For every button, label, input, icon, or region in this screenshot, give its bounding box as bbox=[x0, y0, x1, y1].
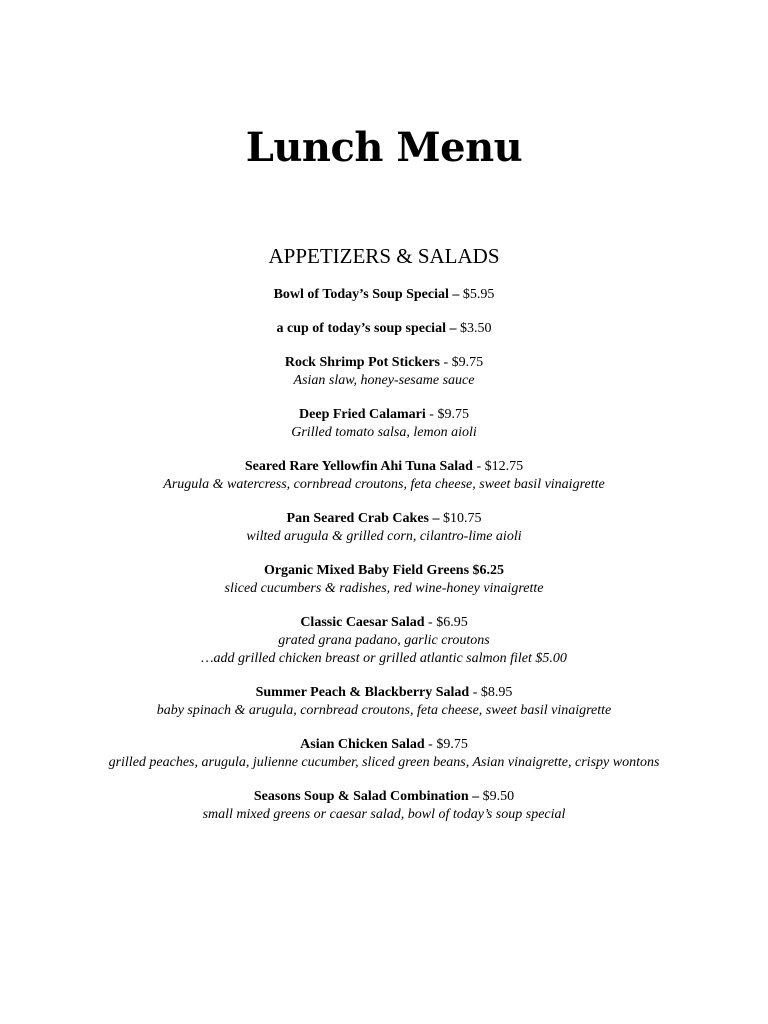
page-title: Lunch Menu bbox=[245, 124, 523, 171]
menu-item-separator: - bbox=[424, 615, 437, 630]
menu-item-heading bbox=[0, 684, 768, 702]
menu-item-price: $12.75 bbox=[484, 459, 524, 474]
menu-item-name: Organic Mixed Baby Field Greens bbox=[263, 563, 470, 578]
menu-item-price: $6.25 bbox=[472, 563, 505, 578]
menu-item-name: Pan Seared Crab Cakes bbox=[286, 511, 429, 526]
menu-item-price: $6.95 bbox=[436, 615, 468, 630]
menu-item-separator: - bbox=[440, 355, 452, 370]
menu-item-name: Seasons Soup & Salad Combination bbox=[253, 789, 469, 804]
menu-item-name: Bowl of Today’s Soup Special bbox=[273, 287, 449, 302]
menu-item-heading bbox=[0, 286, 768, 304]
menu-item-separator: – bbox=[445, 321, 460, 336]
menu-item bbox=[0, 320, 768, 338]
menu-item-name: Rock Shrimp Pot Stickers bbox=[284, 355, 440, 370]
menu-item-heading bbox=[0, 510, 768, 528]
menu-item-separator: – bbox=[428, 511, 443, 526]
menu-item-heading bbox=[0, 406, 768, 424]
menu-item-separator: – bbox=[448, 287, 463, 302]
menu-item-price: $8.95 bbox=[480, 685, 513, 700]
menu-item-separator: - bbox=[469, 685, 481, 700]
menu-item-description: sliced cucumbers & radishes, red wine-honey vinaigrette bbox=[224, 581, 544, 596]
menu-item bbox=[0, 286, 768, 304]
menu-item bbox=[0, 458, 768, 494]
menu-item-heading bbox=[0, 320, 768, 338]
menu-item-price: $9.50 bbox=[482, 789, 515, 804]
menu-item-separator: – bbox=[468, 789, 483, 804]
menu-item-heading bbox=[0, 614, 768, 632]
menu-item-price: $3.50 bbox=[459, 321, 492, 336]
menu-item-heading bbox=[0, 354, 768, 372]
menu-item-name: Summer Peach & Blackberry Salad bbox=[255, 685, 470, 700]
menu-item-heading bbox=[0, 736, 768, 754]
menu-item-name: Asian Chicken Salad bbox=[300, 737, 425, 752]
menu-item-description: grated grana padano, garlic croutons bbox=[278, 633, 490, 648]
menu-item-price: $9.75 bbox=[437, 407, 469, 422]
menu-item-heading bbox=[0, 458, 768, 476]
menu-item-description: small mixed greens or caesar salad, bowl of today’s soup special bbox=[202, 807, 566, 822]
menu-item-price: $5.95 bbox=[462, 287, 495, 302]
menu-item-heading bbox=[0, 562, 768, 580]
menu-item bbox=[0, 562, 768, 598]
menu-item-description: wilted arugula & grilled corn, cilantro-lime aioli bbox=[246, 529, 522, 544]
menu-item-separator: - bbox=[424, 737, 437, 752]
menu-item-separator: - bbox=[472, 459, 485, 474]
menu-item bbox=[0, 684, 768, 720]
menu-item-price: $9.75 bbox=[436, 737, 468, 752]
menu-item-name: Seared Rare Yellowfin Ahi Tuna Salad bbox=[244, 459, 473, 474]
menu-item-description: Arugula & watercress, cornbread croutons, feta cheese, sweet basil vinaigrette bbox=[163, 477, 605, 492]
section-heading: APPETIZERS & SALADS bbox=[268, 244, 500, 268]
menu-item-description: …add grilled chicken breast or grilled atlantic salmon filet $5.00 bbox=[201, 651, 567, 666]
menu-item bbox=[0, 510, 768, 546]
menu-item bbox=[0, 736, 768, 772]
menu-item-name: Deep Fried Calamari bbox=[299, 407, 426, 422]
menu-item-name: a cup of today’s soup special bbox=[276, 321, 446, 336]
menu-item-name: Classic Caesar Salad bbox=[300, 615, 425, 630]
menu-item-description: baby spinach & arugula, cornbread croutons, feta cheese, sweet basil vinaigrette bbox=[156, 703, 612, 718]
menu-item-price: $10.75 bbox=[442, 511, 482, 526]
menu-item bbox=[0, 406, 768, 442]
menu-item-description: Asian slaw, honey-sesame sauce bbox=[293, 373, 475, 388]
menu-item-separator: - bbox=[425, 407, 438, 422]
menu-item-description: grilled peaches, arugula, julienne cucumber, sliced green beans, Asian vinaigrette, crispy wontons bbox=[108, 755, 660, 770]
menu-item bbox=[0, 788, 768, 824]
menu-item-list bbox=[0, 286, 768, 840]
menu-item bbox=[0, 354, 768, 390]
menu-item-description: Grilled tomato salsa, lemon aioli bbox=[291, 425, 477, 440]
menu-item bbox=[0, 614, 768, 668]
menu-item-price: $9.75 bbox=[451, 355, 484, 370]
menu-item-heading bbox=[0, 788, 768, 806]
